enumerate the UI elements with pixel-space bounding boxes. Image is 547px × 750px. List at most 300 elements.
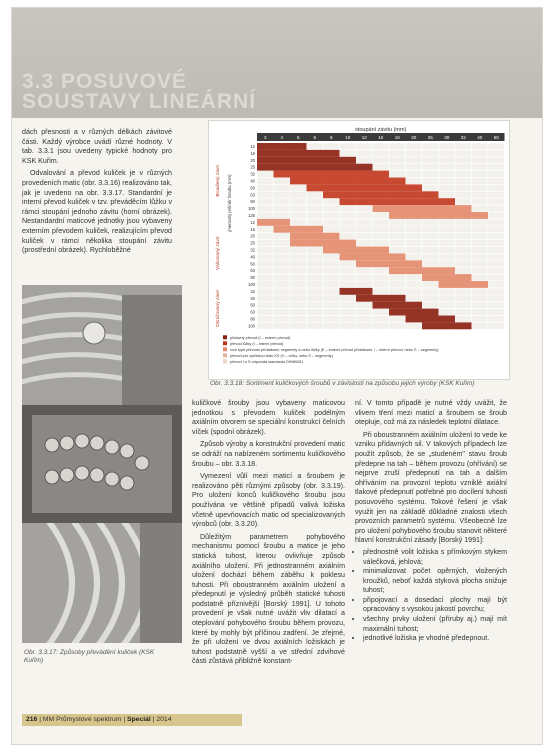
grid-cell [356, 309, 373, 316]
row-group-label: Broušený závit [216, 165, 221, 197]
y-tick-label: 20 [250, 233, 255, 239]
grid-cell [373, 322, 390, 329]
grid-cell [274, 267, 291, 274]
legend-entry: převod lůžky (I – interní převod) [230, 341, 284, 346]
grid-cell [472, 274, 489, 281]
data-cell [290, 178, 406, 185]
x-tick-label: 20 [411, 135, 417, 140]
grid-cell [455, 171, 472, 178]
chart-caption: Obr. 3.3.18: Sortiment kuličkových šroubů v závislosti na způsobu jejich výroby (KSK Kuřim) [210, 380, 475, 387]
legend-entry: více typů převodu přídatkami, segmenty a nebo lůžky (E – externí převod přídatkami, I – interní převod, nebo S – segmenty) [230, 347, 439, 352]
grid-cell [323, 309, 340, 316]
grid-cell [340, 233, 357, 240]
grid-cell [455, 309, 472, 316]
y-tick-label: 32 [250, 171, 255, 177]
x-tick-label: 5 [296, 135, 300, 140]
y-tick-label: 40 [250, 295, 255, 301]
legend-entry: přídavný převod (I – externí převod) [230, 335, 291, 340]
issue-year: 2014 [156, 716, 172, 723]
page-footer: 216 | MM Průmyslové spektrum | Speciál | 2014 [26, 716, 172, 723]
x-tick-label: 50 [493, 135, 499, 140]
grid-cell [356, 274, 373, 281]
grid-cell [257, 171, 274, 178]
grid-cell [472, 219, 489, 226]
grid-cell [356, 316, 373, 323]
grid-cell [274, 302, 291, 309]
grid-cell [439, 295, 456, 302]
data-cell [406, 316, 456, 323]
grid-cell [323, 274, 340, 281]
grid-cell [439, 164, 456, 171]
column-3-text [355, 399, 507, 644]
y-tick-label: 40 [250, 178, 255, 184]
grid-cell [488, 150, 505, 157]
grid-cell [389, 164, 406, 171]
y-tick-label: 100 [248, 206, 255, 212]
grid-cell [455, 288, 472, 295]
grid-cell [439, 260, 456, 267]
grid-cell [340, 212, 357, 219]
grid-cell [274, 198, 291, 205]
grid-cell [406, 143, 423, 150]
data-cell [373, 302, 423, 309]
grid-cell [290, 191, 307, 198]
list-item: • minimalizovat počet opěrných, vložených kroužků, neboť každá styková plocha snižuje tuhost; [363, 567, 507, 596]
grid-cell [439, 178, 456, 185]
x-tick-label: 30 [444, 135, 450, 140]
grid-cell [307, 143, 324, 150]
grid-cell [406, 178, 423, 185]
grid-cell [257, 178, 274, 185]
data-cell [340, 288, 373, 295]
grid-cell [340, 150, 357, 157]
legend-entry: převod pro cyklickou řadu KS (V – víčky, nebo S – segmenty) [230, 353, 333, 358]
legend-swatch [223, 341, 227, 345]
grid-cell [455, 260, 472, 267]
paragraph: Odvalování a převod kuliček je v různých provedeních matic (obr. 3.3.16) realizováno tak, jak je uvedeno na obr. 3.3.17. Standardní je interní převod kuliček v tzv. převáděcím lůžku v rámci stoupání jednoho závitu (horní obrázek). Nestandardní maticové jednotky jsou vybaveny externím převodem kuliček, realizujícím převod kuliček v rámci několika stoupání závitu (prostřední obrázek). Rychloběžné [22, 169, 172, 255]
grid-cell [406, 171, 423, 178]
grid-cell [257, 309, 274, 316]
grid-cell [439, 253, 456, 260]
grid-cell [323, 219, 340, 226]
y-tick-label: 50 [250, 261, 255, 267]
grid-cell [406, 281, 423, 288]
grid-cell [488, 233, 505, 240]
grid-cell [472, 322, 489, 329]
grid-cell [422, 281, 439, 288]
grid-cell [323, 143, 340, 150]
grid-cell [488, 316, 505, 323]
grid-cell [488, 281, 505, 288]
design-rules-list [355, 548, 507, 644]
grid-cell [488, 247, 505, 254]
grid-cell [488, 260, 505, 267]
grid-cell [389, 143, 406, 150]
grid-cell [323, 198, 340, 205]
grid-cell [257, 205, 274, 212]
ball-return-figure-middle [22, 405, 182, 523]
grid-cell [439, 288, 456, 295]
grid-cell [488, 219, 505, 226]
grid-cell [257, 260, 274, 267]
grid-cell [488, 171, 505, 178]
x-tick-label: 6 [313, 135, 317, 140]
data-cell [257, 219, 290, 226]
grid-cell [472, 302, 489, 309]
data-cell [373, 205, 472, 212]
y-tick-label: 125 [248, 213, 255, 218]
grid-cell [340, 316, 357, 323]
grid-cell [472, 316, 489, 323]
grid-cell [290, 260, 307, 267]
grid-cell [274, 288, 291, 295]
grid-cell [274, 178, 291, 185]
grid-cell [455, 143, 472, 150]
grid-cell [488, 164, 505, 171]
data-cell [257, 157, 356, 164]
y-tick-label: 25 [250, 240, 255, 246]
grid-cell [488, 205, 505, 212]
chart-svg [209, 121, 509, 379]
grid-cell [488, 143, 505, 150]
grid-cell [488, 212, 505, 219]
grid-cell [488, 178, 505, 185]
grid-cell [439, 184, 456, 191]
section-title [22, 72, 256, 112]
grid-cell [406, 247, 423, 254]
data-cell [356, 295, 406, 302]
grid-cell [373, 240, 390, 247]
grid-cell [455, 150, 472, 157]
grid-cell [290, 267, 307, 274]
section-title-line-2: SOUSTAVY LINEÁRNÍ [22, 90, 257, 113]
legend-swatch [223, 353, 227, 357]
grid-cell [323, 205, 340, 212]
page-number: 216 [26, 716, 38, 723]
grid-cell [274, 260, 291, 267]
grid-cell [439, 171, 456, 178]
grid-cell [472, 226, 489, 233]
grid-cell [257, 184, 274, 191]
grid-cell [406, 226, 423, 233]
figure-caption: Obr. 3.3.17: Způsoby převádění kuliček (KSK Kuřim) [24, 649, 155, 664]
grid-cell [488, 309, 505, 316]
grid-cell [257, 322, 274, 329]
grid-cell [455, 253, 472, 260]
y-tick-label: 12 [250, 144, 255, 149]
grid-cell [389, 240, 406, 247]
grid-cell [307, 219, 324, 226]
ball-return-figure-top [22, 285, 182, 405]
grid-cell [389, 288, 406, 295]
grid-cell [472, 150, 489, 157]
grid-cell [274, 309, 291, 316]
ball-return-figure-bottom [22, 523, 182, 643]
grid-cell [340, 205, 357, 212]
grid-cell [323, 260, 340, 267]
grid-cell [373, 164, 390, 171]
grid-cell [257, 253, 274, 260]
grid-cell [307, 247, 324, 254]
paragraph: Při oboustranném axiálním uložení to vede ke vzniku přídavných sil. V takových případech lze použít způsob, že se „studeném" stavu šroub předepne na tah – během provozu (ohřívání) se nejprve zruší předepnutí na tah a dalším ohříváním na provozní teplotu vzniklé axiální tlakové předepnutí potřebné pro docílení tuhosti posuvového systému. Tokové řešení je však využit jen na základě důkladné znalosti všech provozních parametrů systému. Všeobecně lze pro uložení pohybového šroubu stanovit některé hlavní konstrukční zásady [Borský 1991]: [355, 430, 507, 545]
grid-cell [340, 309, 357, 316]
grid-cell [389, 219, 406, 226]
grid-cell [323, 302, 340, 309]
grid-cell [274, 191, 291, 198]
grid-cell [439, 150, 456, 157]
grid-cell [307, 288, 324, 295]
grid-cell [488, 295, 505, 302]
grid-cell [340, 219, 357, 226]
grid-cell [406, 233, 423, 240]
grid-cell [323, 281, 340, 288]
grid-cell [422, 260, 439, 267]
paragraph: Způsob výroby a konstrukční provedení matic se odráží na nabízeném sortimentu kuličkového šroubu – obr. 3.3.18. [192, 440, 345, 468]
grid-cell [340, 260, 357, 267]
y-tick-label: 20 [250, 157, 255, 163]
grid-cell [439, 226, 456, 233]
grid-cell [257, 302, 274, 309]
grid-cell [307, 191, 324, 198]
x-tick-label: 32 [460, 135, 466, 140]
data-cell [274, 171, 390, 178]
grid-cell [472, 295, 489, 302]
y-tick-label: 16 [250, 226, 255, 232]
legend-swatch [223, 359, 227, 363]
grid-cell [422, 171, 439, 178]
x-tick-label: 12 [361, 135, 367, 140]
grid-cell [323, 295, 340, 302]
grid-cell [356, 219, 373, 226]
legend-swatch [223, 347, 227, 351]
grid-cell [422, 288, 439, 295]
y-tick-label: 80 [250, 275, 255, 281]
grid-cell [373, 288, 390, 295]
y-tick-label: 100 [248, 282, 255, 287]
grid-cell [406, 288, 423, 295]
grid-cell [455, 233, 472, 240]
grid-cell [307, 322, 324, 329]
grid-cell [356, 143, 373, 150]
grid-cell [439, 191, 456, 198]
grid-cell [406, 240, 423, 247]
x-tick-label: 25 [427, 135, 433, 140]
y-tick-label: 32 [250, 288, 255, 294]
column-1-text [22, 128, 172, 256]
x-tick-label: 3 [263, 135, 267, 140]
data-cell [389, 212, 488, 219]
grid-cell [274, 274, 291, 281]
grid-cell [356, 226, 373, 233]
grid-cell [290, 184, 307, 191]
data-cell [439, 281, 489, 288]
grid-cell [422, 295, 439, 302]
grid-cell [307, 281, 324, 288]
grid-cell [455, 198, 472, 205]
section-title-line-1: 3.3 POSUVOVÉ [22, 70, 187, 93]
grid-cell [472, 171, 489, 178]
grid-cell [257, 247, 274, 254]
grid-cell [290, 219, 307, 226]
grid-cell [356, 322, 373, 329]
grid-cell [340, 295, 357, 302]
grid-cell [422, 150, 439, 157]
grid-cell [323, 226, 340, 233]
data-cell [389, 309, 439, 316]
row-group-label: Okružovaný závit [216, 290, 221, 327]
grid-cell [472, 178, 489, 185]
grid-cell [455, 164, 472, 171]
grid-cell [472, 253, 489, 260]
grid-cell [340, 143, 357, 150]
column-2-text [192, 399, 345, 667]
grid-cell [274, 212, 291, 219]
y-axis-label: jmenovitý průměr šroubu (mm) [227, 174, 232, 232]
special-issue: Speciál [127, 716, 151, 723]
grid-cell [290, 309, 307, 316]
grid-cell [307, 198, 324, 205]
grid-cell [373, 157, 390, 164]
grid-cell [290, 212, 307, 219]
grid-cell [356, 157, 373, 164]
chart-title: stoupání závitu (mm) [355, 127, 407, 133]
data-cell [290, 233, 340, 240]
grid-cell [389, 281, 406, 288]
grid-cell [307, 267, 324, 274]
list-item: • všechny prvky uložení (příruby aj.) mají mít maximální tuhost; [363, 615, 507, 634]
data-cell [257, 143, 307, 150]
grid-cell [422, 233, 439, 240]
legend-swatch [223, 335, 227, 339]
x-tick-label: 8 [329, 135, 333, 140]
magazine-name: MM Průmyslové spektrum [42, 716, 122, 723]
grid-cell [472, 164, 489, 171]
grid-cell [455, 316, 472, 323]
grid-cell [274, 247, 291, 254]
grid-cell [422, 219, 439, 226]
grid-cell [389, 274, 406, 281]
list-item: • připojovací a dosedací plochy mají být opracovány s vysokou jakostí povrchu; [363, 596, 507, 615]
grid-cell [373, 267, 390, 274]
grid-cell [472, 233, 489, 240]
grid-cell [406, 322, 423, 329]
grid-cell [472, 157, 489, 164]
grid-cell [274, 316, 291, 323]
grid-cell [488, 157, 505, 164]
grid-cell [274, 205, 291, 212]
grid-cell [389, 322, 406, 329]
y-tick-label: 16 [250, 150, 255, 156]
grid-cell [257, 316, 274, 323]
grid-cell [488, 198, 505, 205]
grid-cell [373, 281, 390, 288]
data-cell [422, 274, 472, 281]
grid-cell [488, 274, 505, 281]
grid-cell [340, 267, 357, 274]
data-cell [323, 191, 439, 198]
grid-cell [422, 157, 439, 164]
grid-cell [274, 281, 291, 288]
grid-cell [257, 267, 274, 274]
grid-cell [356, 240, 373, 247]
data-cell [257, 150, 340, 157]
y-tick-label: 63 [250, 309, 255, 315]
grid-cell [257, 240, 274, 247]
grid-cell [488, 267, 505, 274]
grid-cell [373, 316, 390, 323]
grid-cell [356, 233, 373, 240]
grid-cell [472, 205, 489, 212]
grid-cell [290, 205, 307, 212]
grid-cell [373, 226, 390, 233]
data-cell [422, 322, 472, 329]
paragraph: Důležitým parametrem pohybového mechanismu pomocí šroubu a matice je jeho statická tuhost, kterou ovlivňuje způsob axiálního uložení. Při jednostranném axiálním uložení dochází během záběhu k poklesu tuhosti. Při oboustranném axiálním uložení a předepnutí je výsledný průběh statické tuhosti podstatně příznivější [Borský 1991]. U tohoto provedení je však nutné uvážit vliv dilatací a oteplování pohybového šroubu během provozu, které by mohly být příčinou zadření. Je zřejmé, že při uložení ve dvou axiálních ložiskách je tuhost podstatně vyšší a ve střední zdvihové části zůstává přibližně konstant- [192, 532, 345, 666]
grid-cell [274, 322, 291, 329]
paragraph: Vymezení vůlí mezi maticí a šroubem je realizováno pěti různými způsoby (obr. 3.3.19). Pro uložení konců kuličkového šroubu jsou používána ve většině případů valivá ložiska včetně upevňovacích matic od specializovaných výrobců (obr. 3.3.20). [192, 472, 345, 529]
grid-cell [274, 240, 291, 247]
grid-cell [307, 205, 324, 212]
data-cell [340, 198, 456, 205]
grid-cell [307, 274, 324, 281]
paragraph: dách přesnosti a v různých délkách závitové části. Každý výrobce uvádí různé hodnoty. V tab. 3.3.1 jsou uvedeny typické hodnoty pro KSK Kuřim. [22, 128, 172, 165]
y-tick-label: 12 [250, 219, 255, 225]
grid-cell [307, 316, 324, 323]
grid-cell [422, 184, 439, 191]
grid-cell [373, 150, 390, 157]
grid-cell [290, 253, 307, 260]
grid-cell [340, 226, 357, 233]
grid-cell [488, 253, 505, 260]
grid-cell [307, 309, 324, 316]
legend-entry: převod I a S odpovídá standardu DIN69051 [230, 359, 304, 364]
grid-cell [455, 302, 472, 309]
grid-cell [307, 253, 324, 260]
data-cell [323, 247, 389, 254]
grid-cell [455, 219, 472, 226]
grid-cell [406, 150, 423, 157]
data-cell [307, 184, 423, 191]
grid-cell [439, 309, 456, 316]
grid-cell [323, 316, 340, 323]
grid-cell [340, 274, 357, 281]
grid-cell [290, 316, 307, 323]
grid-cell [422, 178, 439, 185]
grid-cell [373, 143, 390, 150]
grid-cell [290, 295, 307, 302]
grid-cell [323, 322, 340, 329]
grid-cell [472, 260, 489, 267]
grid-cell [488, 322, 505, 329]
grid-cell [455, 240, 472, 247]
x-tick-label: 4 [280, 135, 284, 140]
grid-cell [488, 184, 505, 191]
grid-cell [290, 281, 307, 288]
grid-cell [389, 226, 406, 233]
list-item: • jednotlivé ložiska je vhodné předepnout. [363, 634, 507, 644]
grid-cell [472, 184, 489, 191]
list-item: • přednostně volit ložiska s přímkovým stykem válečková, jehlová; [363, 548, 507, 567]
grid-cell [488, 240, 505, 247]
grid-cell [455, 157, 472, 164]
grid-cell [422, 247, 439, 254]
grid-cell [323, 253, 340, 260]
grid-cell [257, 288, 274, 295]
grid-cell [488, 191, 505, 198]
grid-cell [422, 226, 439, 233]
grid-cell [274, 295, 291, 302]
grid-cell [290, 288, 307, 295]
x-tick-label: 40 [477, 135, 483, 140]
